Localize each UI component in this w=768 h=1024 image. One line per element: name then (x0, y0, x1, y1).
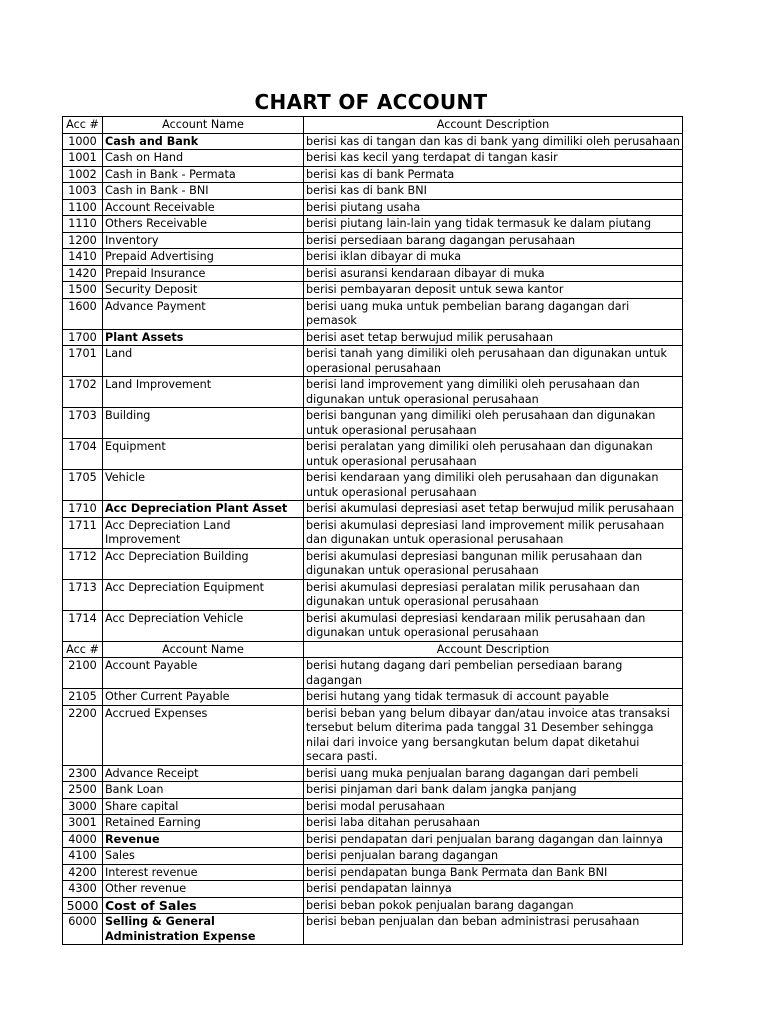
table-row (63, 914, 683, 945)
table-row (63, 249, 683, 266)
table-row (63, 265, 683, 282)
table-row (63, 183, 683, 200)
account-description: berisi beban pokok penjualan barang dagangan (304, 897, 683, 914)
account-number: 1000 (63, 133, 103, 150)
account-description: berisi asuransi kendaraan dibayar di muka (304, 265, 683, 282)
account-number: 4200 (63, 864, 103, 881)
account-number: 2105 (63, 689, 103, 706)
account-number: 1702 (63, 377, 103, 408)
account-description: berisi akumulasi depresiasi land improvement milik perusahaan dan digunakan untuk operasional perusahaan (304, 517, 683, 548)
account-name: Revenue (103, 831, 304, 848)
header-account-description: Account Description (304, 641, 683, 658)
account-number: 1500 (63, 282, 103, 299)
table-row (63, 815, 683, 832)
table-row (63, 232, 683, 249)
account-description: berisi laba ditahan perusahaan (304, 815, 683, 832)
account-description: berisi modal perusahaan (304, 798, 683, 815)
account-number: 1710 (63, 501, 103, 518)
account-description: berisi tanah yang dimiliki oleh perusahaan dan digunakan untuk operasional perusahaan (304, 346, 683, 377)
account-name: Other Current Payable (103, 689, 304, 706)
account-name: Other revenue (103, 881, 304, 898)
table-row (63, 689, 683, 706)
account-name: Acc Depreciation Vehicle (103, 610, 304, 641)
account-name: Advance Payment (103, 298, 304, 329)
account-name: Sales (103, 848, 304, 865)
account-number: 1713 (63, 579, 103, 610)
account-number: 2300 (63, 765, 103, 782)
table-row (63, 658, 683, 689)
header-acc-number: Acc # (63, 117, 103, 134)
account-description: berisi piutang usaha (304, 199, 683, 216)
table-row (63, 798, 683, 815)
account-name: Cash and Bank (103, 133, 304, 150)
account-description: berisi iklan dibayar di muka (304, 249, 683, 266)
account-description: berisi akumulasi depresiasi bangunan milik perusahaan dan digunakan untuk operasional perusahaan (304, 548, 683, 579)
account-description: berisi persediaan barang dagangan perusahaan (304, 232, 683, 249)
header-account-name: Account Name (103, 641, 304, 658)
table-row (63, 501, 683, 518)
account-description: berisi beban penjualan dan beban administrasi perusahaan (304, 914, 683, 945)
table-row (63, 782, 683, 799)
account-name: Inventory (103, 232, 304, 249)
account-name: Cash in Bank - Permata (103, 166, 304, 183)
table-row (63, 439, 683, 470)
account-number: 1712 (63, 548, 103, 579)
account-number: 1703 (63, 408, 103, 439)
account-number: 3001 (63, 815, 103, 832)
account-number: 1410 (63, 249, 103, 266)
account-name: Cash on Hand (103, 150, 304, 167)
account-name: Others Receivable (103, 216, 304, 233)
document-title: CHART OF ACCOUNT (254, 90, 488, 114)
account-name: Interest revenue (103, 864, 304, 881)
table-row (63, 329, 683, 346)
header-acc-number: Acc # (63, 641, 103, 658)
table-row (63, 470, 683, 501)
account-description: berisi pembayaran deposit untuk sewa kantor (304, 282, 683, 299)
account-name: Acc Depreciation Plant Asset (103, 501, 304, 518)
table-row (63, 377, 683, 408)
account-number: 5000 (63, 897, 103, 914)
account-name: Prepaid Insurance (103, 265, 304, 282)
table-row (63, 864, 683, 881)
account-description: berisi aset tetap berwujud milik perusahaan (304, 329, 683, 346)
account-name: Acc Depreciation Building (103, 548, 304, 579)
account-number: 2500 (63, 782, 103, 799)
account-number: 1002 (63, 166, 103, 183)
table-row (63, 166, 683, 183)
table-row (63, 610, 683, 641)
table-body (63, 133, 683, 945)
table-row (63, 579, 683, 610)
account-name: Account Receivable (103, 199, 304, 216)
account-name: Vehicle (103, 470, 304, 501)
account-description: berisi kas kecil yang terdapat di tangan kasir (304, 150, 683, 167)
table-row (63, 881, 683, 898)
account-name: Advance Receipt (103, 765, 304, 782)
table-row (63, 298, 683, 329)
table-row (63, 517, 683, 548)
account-name: Plant Assets (103, 329, 304, 346)
account-number: 1714 (63, 610, 103, 641)
account-description: berisi land improvement yang dimiliki oleh perusahaan dan digunakan untuk operasional perusahaan (304, 377, 683, 408)
table-row (63, 765, 683, 782)
account-number: 1100 (63, 199, 103, 216)
account-name: Land Improvement (103, 377, 304, 408)
account-name: Security Deposit (103, 282, 304, 299)
account-number: 4300 (63, 881, 103, 898)
header-account-description: Account Description (304, 117, 683, 134)
account-description: berisi akumulasi depresiasi kendaraan milik perusahaan dan digunakan untuk operasional perusahaan (304, 610, 683, 641)
account-description: berisi uang muka untuk pembelian barang dagangan dari pemasok (304, 298, 683, 329)
table-row (63, 150, 683, 167)
account-name: Selling & General Administration Expense (103, 914, 304, 945)
account-name: Acc Depreciation Land Improvement (103, 517, 304, 548)
account-number: 1711 (63, 517, 103, 548)
account-name: Account Payable (103, 658, 304, 689)
account-description: berisi kas di tangan dan kas di bank yang dimiliki oleh perusahaan (304, 133, 683, 150)
account-name: Cash in Bank - BNI (103, 183, 304, 200)
account-description: berisi bangunan yang dimiliki oleh perusahaan dan digunakan untuk operasional perusahaan (304, 408, 683, 439)
account-name: Accrued Expenses (103, 705, 304, 765)
account-name: Share capital (103, 798, 304, 815)
account-description: berisi pendapatan bunga Bank Permata dan Bank BNI (304, 864, 683, 881)
account-description: berisi akumulasi depresiasi aset tetap berwujud milik perusahaan (304, 501, 683, 518)
account-number: 1600 (63, 298, 103, 329)
account-description: berisi pendapatan dari penjualan barang dagangan dan lainnya (304, 831, 683, 848)
account-description: berisi piutang lain-lain yang tidak termasuk ke dalam piutang (304, 216, 683, 233)
account-name: Land (103, 346, 304, 377)
account-name: Building (103, 408, 304, 439)
account-number: 1701 (63, 346, 103, 377)
account-number: 1705 (63, 470, 103, 501)
table-row (63, 705, 683, 765)
account-name: Cost of Sales (103, 897, 304, 914)
table-header-row (63, 641, 683, 658)
account-description: berisi pinjaman dari bank dalam jangka panjang (304, 782, 683, 799)
account-description: berisi kendaraan yang dimiliki oleh perusahaan dan digunakan untuk operasional perusahaan (304, 470, 683, 501)
account-description: berisi penjualan barang dagangan (304, 848, 683, 865)
account-description: berisi hutang yang tidak termasuk di account payable (304, 689, 683, 706)
account-number: 6000 (63, 914, 103, 945)
table-header-row (63, 117, 683, 134)
account-name: Bank Loan (103, 782, 304, 799)
table-row (63, 408, 683, 439)
account-name: Acc Depreciation Equipment (103, 579, 304, 610)
account-number: 4100 (63, 848, 103, 865)
account-number: 1420 (63, 265, 103, 282)
table-row (63, 133, 683, 150)
table-row (63, 548, 683, 579)
account-name: Retained Earning (103, 815, 304, 832)
account-number: 1700 (63, 329, 103, 346)
account-number: 1704 (63, 439, 103, 470)
table-row (63, 346, 683, 377)
table-row (63, 831, 683, 848)
account-description: berisi kas di bank Permata (304, 166, 683, 183)
table-row (63, 199, 683, 216)
account-description: berisi kas di bank BNI (304, 183, 683, 200)
table-row (63, 282, 683, 299)
table-row (63, 216, 683, 233)
account-number: 1001 (63, 150, 103, 167)
account-description: berisi peralatan yang dimiliki oleh perusahaan dan digunakan untuk operasional perusahaan (304, 439, 683, 470)
table-row (63, 897, 683, 914)
account-number: 1003 (63, 183, 103, 200)
account-number: 1110 (63, 216, 103, 233)
account-number: 2100 (63, 658, 103, 689)
account-description: berisi beban yang belum dibayar dan/atau invoice atas transaksi tersebut belum diterima pada tanggal 31 Desember sehingga nilai dari invoice yang bersangkutan belum dapat diketahui secara pasti. (304, 705, 683, 765)
table-row (63, 848, 683, 865)
chart-of-account-table (62, 116, 683, 945)
account-name: Prepaid Advertising (103, 249, 304, 266)
account-description: berisi akumulasi depresiasi peralatan milik perusahaan dan digunakan untuk operasional perusahaan (304, 579, 683, 610)
account-description: berisi uang muka penjualan barang dagangan dari pembeli (304, 765, 683, 782)
account-description: berisi pendapatan lainnya (304, 881, 683, 898)
account-number: 2200 (63, 705, 103, 765)
header-account-name: Account Name (103, 117, 304, 134)
account-name: Equipment (103, 439, 304, 470)
account-number: 4000 (63, 831, 103, 848)
account-number: 3000 (63, 798, 103, 815)
account-description: berisi hutang dagang dari pembelian persediaan barang dagangan (304, 658, 683, 689)
account-number: 1200 (63, 232, 103, 249)
